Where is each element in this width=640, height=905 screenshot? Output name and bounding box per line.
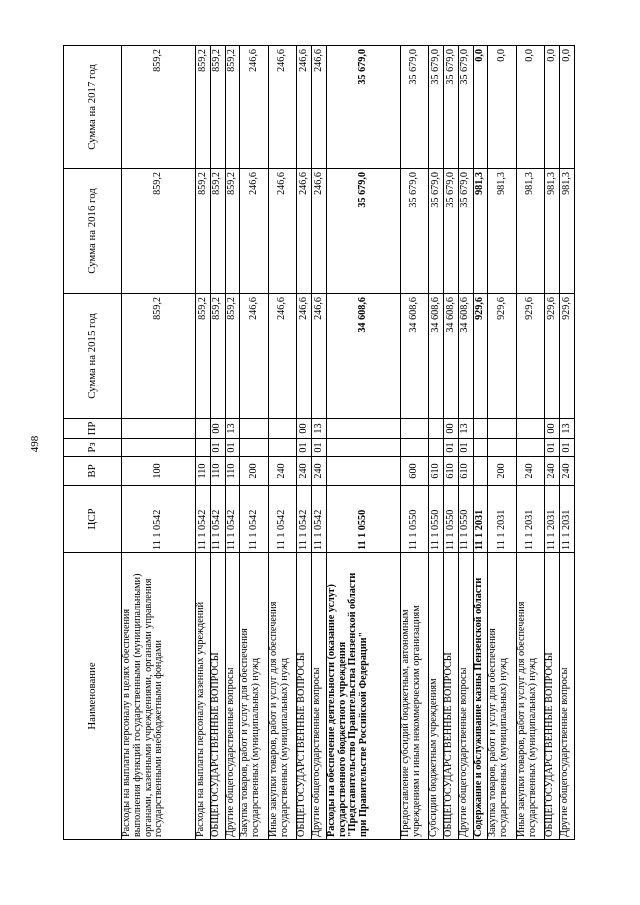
row-name: ОБЩЕГОСУДАРСТВЕННЫЕ ВОПРОСЫ	[545, 553, 560, 840]
budget-table	[63, 45, 575, 840]
row-rz	[122, 439, 196, 457]
row-pr: 00	[210, 419, 225, 439]
row-csr: 11 1 0542	[312, 486, 327, 553]
row-csr: 11 1 2031	[560, 486, 575, 553]
row-pr	[196, 419, 211, 439]
row-rz	[488, 439, 516, 457]
row-sum-2017: 0,0	[560, 46, 575, 169]
row-vr: 110	[210, 457, 225, 486]
row-pr	[240, 419, 268, 439]
row-pr: 13	[312, 419, 327, 439]
row-pr	[473, 419, 488, 439]
row-sum-2015: 34 608,6	[400, 294, 428, 419]
row-sum-2016: 246,6	[240, 169, 268, 294]
row-csr: 11 1 2031	[545, 486, 560, 553]
row-name: Иные закупки товаров, работ и услуг для обеспечения государственных (муниципальных) нужд	[516, 553, 544, 840]
row-sum-2017: 0,0	[545, 46, 560, 169]
row-vr: 600	[400, 457, 428, 486]
row-sum-2015: 859,2	[196, 294, 211, 419]
row-csr: 11 1 2031	[516, 486, 544, 553]
row-csr: 11 1 0542	[268, 486, 296, 553]
row-rz: 01	[297, 439, 312, 457]
row-csr: 11 1 0542	[210, 486, 225, 553]
row-csr: 11 1 0542	[240, 486, 268, 553]
row-vr: 240	[560, 457, 575, 486]
row-rz	[326, 439, 400, 457]
row-pr: 00	[444, 419, 459, 439]
row-vr: 240	[297, 457, 312, 486]
row-csr: 11 1 2031	[488, 486, 516, 553]
row-vr	[473, 457, 488, 486]
row-name: Субсидии бюджетным учреждениям	[429, 553, 444, 840]
row-pr	[122, 419, 196, 439]
row-rz: 01	[545, 439, 560, 457]
row-sum-2017: 246,6	[268, 46, 296, 169]
row-sum-2016: 859,2	[196, 169, 211, 294]
row-vr: 610	[458, 457, 473, 486]
row-sum-2015: 859,2	[122, 294, 196, 419]
row-name: Другие общегосударственные вопросы	[312, 553, 327, 840]
row-pr	[326, 419, 400, 439]
row-sum-2015: 929,6	[545, 294, 560, 419]
row-pr	[268, 419, 296, 439]
row-sum-2017: 859,2	[225, 46, 240, 169]
row-sum-2017: 859,2	[210, 46, 225, 169]
row-name: Закупка товаров, работ и услуг для обеспечения государственных (муниципальных) нужд	[240, 553, 268, 840]
header-sum-2015: Сумма на 2015 год	[64, 294, 122, 419]
row-sum-2016: 981,3	[488, 169, 516, 294]
row-rz: 01	[225, 439, 240, 457]
header-vr: ВР	[64, 457, 122, 486]
page-number: 498	[29, 435, 41, 453]
row-name: Закупка товаров, работ и услуг для обеспечения государственных (муниципальных) нужд	[488, 553, 516, 840]
row-vr: 200	[240, 457, 268, 486]
row-rz	[429, 439, 444, 457]
row-name: Расходы на выплаты персоналу в целях обеспечения выполнения функций государственными (муниципальными) органами, казенными учреждениями, органами управления государственными внебюджетными фондами	[122, 553, 196, 840]
row-csr: 11 1 0550	[326, 486, 400, 553]
row-rz	[268, 439, 296, 457]
row-rz	[516, 439, 544, 457]
row-sum-2016: 35 679,0	[326, 169, 400, 294]
header-sum-2017: Сумма на 2017 год	[64, 46, 122, 169]
row-sum-2015: 929,6	[560, 294, 575, 419]
row-sum-2016: 981,3	[473, 169, 488, 294]
row-name: ОБЩЕГОСУДАРСТВЕННЫЕ ВОПРОСЫ	[444, 553, 459, 840]
row-sum-2017: 246,6	[240, 46, 268, 169]
table-row	[268, 46, 296, 840]
row-sum-2015: 859,2	[210, 294, 225, 419]
row-sum-2017: 35 679,0	[458, 46, 473, 169]
row-csr: 11 1 0550	[429, 486, 444, 553]
table-row	[196, 46, 211, 840]
row-sum-2016: 246,6	[312, 169, 327, 294]
header-rz: Рз	[64, 439, 122, 457]
row-name: Расходы на обеспечение деятельности (оказание услуг) государственного бюджетного учреждения "Представительство Правительства Пензенской области при Правительстве Российской Федерации"	[326, 553, 400, 840]
row-sum-2015: 929,6	[488, 294, 516, 419]
row-name: Другие общегосударственные вопросы	[458, 553, 473, 840]
header-row	[64, 46, 122, 840]
row-sum-2016: 859,2	[210, 169, 225, 294]
row-sum-2017: 0,0	[516, 46, 544, 169]
table-row	[545, 46, 560, 840]
table-row	[122, 46, 196, 840]
row-sum-2017: 0,0	[473, 46, 488, 169]
row-vr: 240	[545, 457, 560, 486]
row-sum-2016: 859,2	[122, 169, 196, 294]
row-sum-2017: 35 679,0	[326, 46, 400, 169]
row-pr	[400, 419, 428, 439]
row-csr: 11 1 0542	[297, 486, 312, 553]
row-sum-2016: 859,2	[225, 169, 240, 294]
row-rz	[240, 439, 268, 457]
row-sum-2016: 35 679,0	[458, 169, 473, 294]
row-sum-2015: 246,6	[297, 294, 312, 419]
table-row	[312, 46, 327, 840]
row-vr: 200	[488, 457, 516, 486]
row-sum-2016: 981,3	[516, 169, 544, 294]
row-sum-2015: 929,6	[473, 294, 488, 419]
row-vr: 100	[122, 457, 196, 486]
table-row	[516, 46, 544, 840]
row-pr: 13	[458, 419, 473, 439]
row-sum-2016: 981,3	[545, 169, 560, 294]
table-row	[488, 46, 516, 840]
row-sum-2015: 859,2	[225, 294, 240, 419]
row-name: ОБЩЕГОСУДАРСТВЕННЫЕ ВОПРОСЫ	[297, 553, 312, 840]
row-sum-2017: 35 679,0	[444, 46, 459, 169]
row-name: Расходы на выплаты персоналу казенных учреждений	[196, 553, 211, 840]
row-pr: 13	[225, 419, 240, 439]
row-sum-2017: 246,6	[297, 46, 312, 169]
row-vr: 610	[444, 457, 459, 486]
rotated-page	[63, 46, 575, 840]
row-sum-2015: 34 608,6	[444, 294, 459, 419]
table-body	[122, 46, 575, 840]
row-name: Другие общегосударственные вопросы	[560, 553, 575, 840]
row-sum-2015: 246,6	[268, 294, 296, 419]
row-rz	[473, 439, 488, 457]
table-row	[473, 46, 488, 840]
row-csr: 11 1 0550	[444, 486, 459, 553]
row-vr: 110	[225, 457, 240, 486]
row-csr: 11 1 0550	[458, 486, 473, 553]
row-sum-2016: 35 679,0	[400, 169, 428, 294]
row-csr: 11 1 0542	[225, 486, 240, 553]
row-vr: 240	[516, 457, 544, 486]
row-rz	[400, 439, 428, 457]
row-name: Содержание и обслуживание казны Пензенской области	[473, 553, 488, 840]
row-sum-2016: 246,6	[268, 169, 296, 294]
table-row	[444, 46, 459, 840]
row-sum-2015: 246,6	[312, 294, 327, 419]
row-sum-2015: 34 608,6	[326, 294, 400, 419]
row-sum-2016: 35 679,0	[444, 169, 459, 294]
table-row	[225, 46, 240, 840]
row-sum-2017: 859,2	[122, 46, 196, 169]
row-rz: 01	[458, 439, 473, 457]
row-rz: 01	[560, 439, 575, 457]
table-row	[297, 46, 312, 840]
row-vr: 240	[312, 457, 327, 486]
row-name: Другие общегосударственные вопросы	[225, 553, 240, 840]
row-vr: 240	[268, 457, 296, 486]
row-sum-2017: 859,2	[196, 46, 211, 169]
row-pr	[429, 419, 444, 439]
row-name: Предоставление субсидий бюджетным, автономным учреждениям и иным некоммерческим организациям	[400, 553, 428, 840]
row-csr: 11 1 2031	[473, 486, 488, 553]
row-rz: 01	[210, 439, 225, 457]
row-sum-2015: 34 608,6	[458, 294, 473, 419]
row-pr: 00	[545, 419, 560, 439]
row-csr: 11 1 0542	[122, 486, 196, 553]
table-row	[326, 46, 400, 840]
header-pr: ПР	[64, 419, 122, 439]
row-pr: 13	[560, 419, 575, 439]
row-sum-2017: 35 679,0	[429, 46, 444, 169]
row-name: Иные закупки товаров, работ и услуг для обеспечения государственных (муниципальных) нужд	[268, 553, 296, 840]
row-sum-2017: 0,0	[488, 46, 516, 169]
row-name: ОБЩЕГОСУДАРСТВЕННЫЕ ВОПРОСЫ	[210, 553, 225, 840]
row-sum-2016: 246,6	[297, 169, 312, 294]
row-sum-2017: 35 679,0	[400, 46, 428, 169]
row-vr	[326, 457, 400, 486]
header-sum-2016: Сумма на 2016 год	[64, 169, 122, 294]
header-csr: ЦСР	[64, 486, 122, 553]
row-sum-2017: 246,6	[312, 46, 327, 169]
row-rz	[196, 439, 211, 457]
table-row	[400, 46, 428, 840]
table-row	[560, 46, 575, 840]
table-row	[429, 46, 444, 840]
row-sum-2016: 981,3	[560, 169, 575, 294]
row-csr: 11 1 0542	[196, 486, 211, 553]
row-vr: 610	[429, 457, 444, 486]
table-row	[210, 46, 225, 840]
row-rz: 01	[312, 439, 327, 457]
row-sum-2016: 35 679,0	[429, 169, 444, 294]
row-csr: 11 1 0550	[400, 486, 428, 553]
row-sum-2015: 246,6	[240, 294, 268, 419]
row-pr	[516, 419, 544, 439]
row-vr: 110	[196, 457, 211, 486]
row-pr: 00	[297, 419, 312, 439]
table-row	[458, 46, 473, 840]
table-row	[240, 46, 268, 840]
row-sum-2015: 929,6	[516, 294, 544, 419]
header-name: Наименование	[64, 553, 122, 840]
row-sum-2015: 34 608,6	[429, 294, 444, 419]
row-rz: 01	[444, 439, 459, 457]
row-pr	[488, 419, 516, 439]
